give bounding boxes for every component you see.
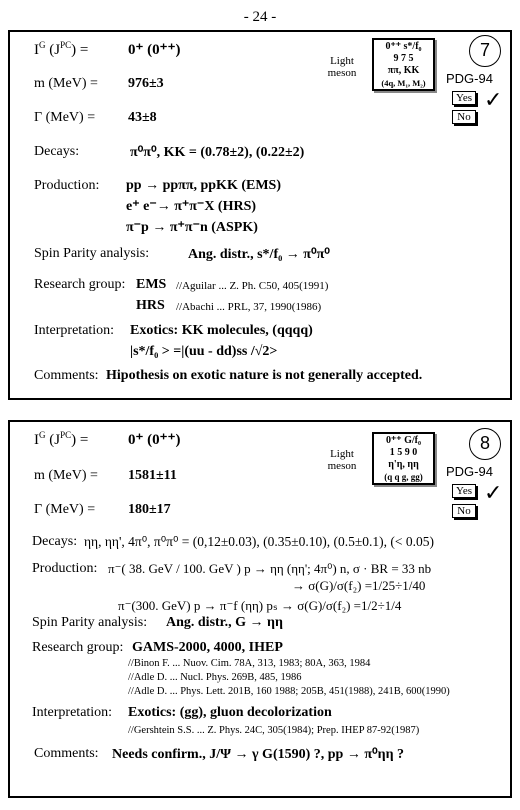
pdg-label: PDG-94 (446, 464, 493, 479)
meson-summary-box: 0⁺⁺ G/f₀ 1 5 9 0 η'η, ηη (q q g, gg) (372, 432, 435, 485)
research-reference: //Aguilar ... Z. Ph. C50, 405(1991) (176, 280, 329, 292)
mass-value: 976±3 (128, 76, 164, 91)
interpretation-label: Interpretation: (34, 323, 115, 338)
spin-parity-value: Ang. distr., G → ηη (166, 615, 283, 630)
spin-parity-value: Ang. distr., s*/f₀ → π⁰π⁰ (188, 247, 330, 262)
production-line: → σ(G)/σ(f₂) =1/25÷1/40 (292, 578, 426, 593)
particle-card-7 (8, 30, 512, 400)
mass-label: m (MeV) = (34, 468, 98, 483)
comments-label: Comments: (34, 746, 99, 761)
mass-label: m (MeV) = (34, 76, 98, 91)
no-button[interactable]: No (452, 504, 476, 518)
page-number: - 24 - (243, 9, 277, 25)
research-group-name: EMS (136, 277, 167, 292)
research-group-label: Research group: (32, 640, 124, 655)
research-reference: //Binon F. ... Nuov. Cim. 78A, 313, 1983; 80A, 363, 1984 (128, 658, 371, 669)
production-line: π⁻( 38. GeV / 100. GeV ) p → ηη (ηη'; 4π⁰) n, σ · BR = 33 nb (108, 561, 432, 576)
interpretation-line: Exotics: KK molecules, (qqqq) (130, 323, 313, 338)
card-number-badge: 8 (469, 428, 501, 460)
research-group-name: HRS (136, 298, 165, 313)
research-reference: //Adle D. ... Phys. Lett. 201B, 160 1988; 205B, 451(1988), 241B, 600(1990) (128, 686, 450, 697)
spin-parity-label: Spin Parity analysis: (32, 615, 148, 630)
production-line: e⁺ e⁻→ π⁺π⁻X (HRS) (126, 199, 257, 214)
pdg-label: PDG-94 (446, 71, 493, 86)
ig-jpc-label: $I^G$ $(J^{PC})$ = (34, 430, 89, 448)
particle-card-8 (8, 420, 512, 798)
research-group-name: GAMS-2000, 4000, IHEP (132, 640, 283, 655)
interpretation-line: Exotics: (gg), gluon decolorization (128, 705, 332, 720)
yes-button[interactable]: Yes (452, 484, 476, 498)
no-button[interactable]: No (452, 110, 476, 124)
width-value: 180±17 (128, 502, 171, 517)
check-mark-icon: ✓ (484, 88, 503, 113)
ig-jpc-value: 0⁺ (0⁺⁺) (128, 42, 181, 58)
interpretation-label: Interpretation: (32, 705, 113, 720)
comments-label: Comments: (34, 368, 99, 383)
mass-value: 1581±11 (128, 468, 177, 483)
yes-button[interactable]: Yes (452, 91, 476, 105)
width-value: 43±8 (128, 110, 157, 125)
research-group-label: Research group: (34, 277, 126, 292)
decays-value: π⁰π⁰, KK = (0.78±2), (0.22±2) (130, 145, 305, 160)
ig-jpc-value: 0⁺ (0⁺⁺) (128, 432, 181, 448)
interpretation-line: |s*/f₀ > =|(uu - dd)ss /√2> (130, 344, 278, 359)
card-number-badge: 7 (469, 35, 501, 67)
production-line: pp → ppππ, ppKK (EMS) (126, 178, 281, 193)
comments-value: Needs confirm., J/Ψ → γ G(1590) ?, pp → π⁰ηη ? (112, 747, 405, 762)
decays-label: Decays: (34, 144, 80, 159)
research-reference: //Abachi ... PRL, 37, 1990(1986) (176, 301, 322, 313)
decays-label: Decays: (32, 534, 78, 549)
production-label: Production: (32, 561, 98, 576)
check-mark-icon: ✓ (484, 481, 503, 506)
production-label: Production: (34, 178, 100, 193)
ig-jpc-label: $I^G$ $(J^{PC})$ = (34, 40, 89, 58)
production-line: π⁻p → π⁺π⁻n (ASPK) (126, 220, 258, 235)
decays-value: ηη, ηη', 4π⁰, π⁰π⁰ = (0,12±0.03), (0.35±0.10), (0.5±0.1), (< 0.05) (84, 534, 435, 549)
spin-parity-label: Spin Parity analysis: (34, 246, 150, 261)
comments-value: Hipothesis on exotic nature is not generally accepted. (106, 368, 423, 383)
interpretation-reference: //Gershtein S.S. ... Z. Phys. 24C, 305(1984); Prep. IHEP 87-92(1987) (128, 725, 420, 736)
production-line: π⁻(300. GeV) p → π⁻f (ηη) pₛ → σ(G)/σ(f₂) =1/2÷1/4 (118, 598, 402, 613)
research-reference: //Adle D. ... Nucl. Phys. 269B, 485, 1986 (128, 672, 302, 683)
light-meson-label: Light meson (327, 448, 357, 472)
light-meson-label: Light meson (327, 55, 357, 79)
width-label: Γ (MeV) = (34, 110, 96, 125)
meson-summary-box: 0⁺⁺ s*/f₀ 9 7 5 ππ, KK (4q, M₁, M₂) (372, 38, 435, 91)
width-label: Γ (MeV) = (34, 502, 96, 517)
